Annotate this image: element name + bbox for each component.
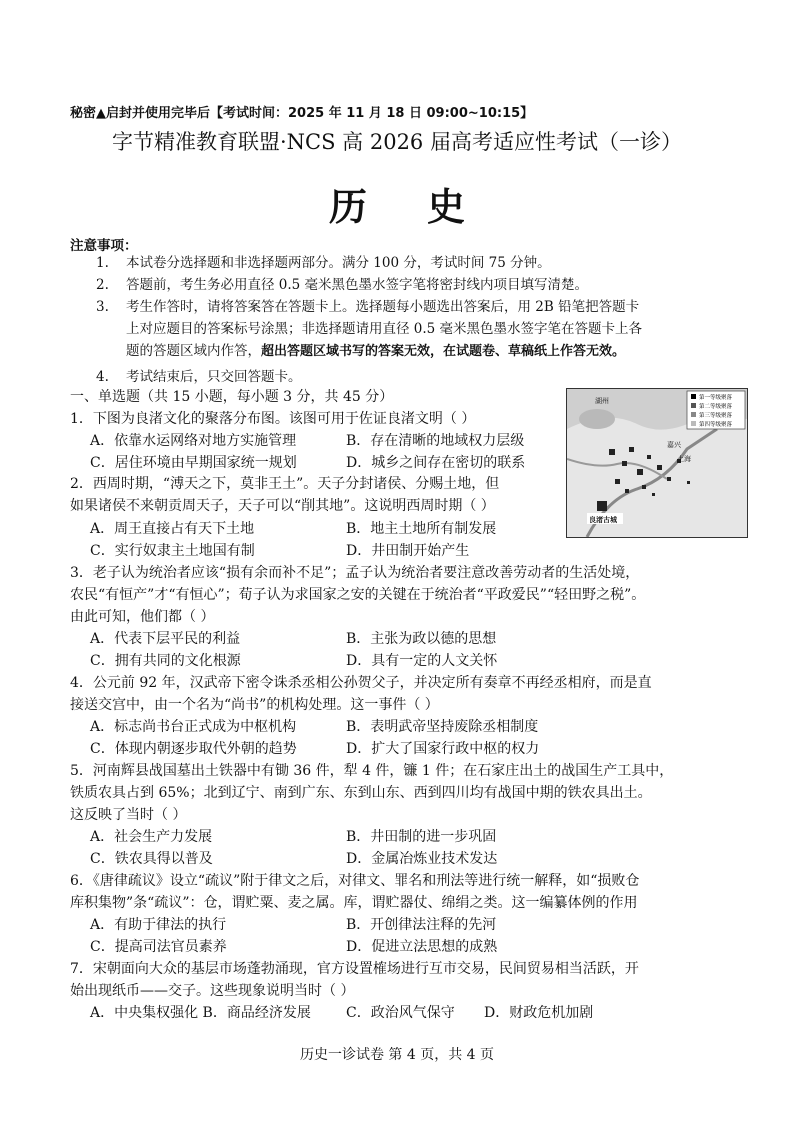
question-4-stem-1: 4．公元前 92 年，汉武帝下密令诛杀丞相公孙贺父子，并决定所有奏章不再经丞相府，而是直 <box>70 675 652 691</box>
notice-warning: 超出答题区域书写的答案无效，在试题卷、草稿纸上作答无效。 <box>261 344 626 359</box>
question-6-stem-1: 6．《唐律疏议》设立“疏议”附于律文之后，对律文、罪名和刑法等进行统一解释，如“损败仓 <box>70 873 640 889</box>
question-2-stem-1: 2．西周时期，“溥天之下，莫非王土”。天子分封诸侯、分赐土地，但 <box>70 476 500 492</box>
question-4-stem-2: 接送交宫中，由一个名为“尚书”的机构处理。这一事件（ ） <box>70 697 439 713</box>
q3-option-b[interactable]: B．主张为政以德的思想 <box>346 631 497 647</box>
question-3-stem-1: 3．老子认为统治者应该“损有余而补不足”；孟子认为统治者要注意改善劳动者的生活处境， <box>70 565 640 581</box>
section-title: 一、单选题（共 15 小题，每小题 3 分，共 45 分） <box>70 389 394 405</box>
question-1-stem: 1．下图为良渚文化的聚落分布图。该图可用于佐证良渚文明（ ） <box>70 411 476 427</box>
q4-option-d[interactable]: D．扩大了国家行政中枢的权力 <box>346 741 540 757</box>
legend-3: 第三等级聚落 <box>699 413 733 419</box>
place-shanghai: 上海 <box>677 455 691 463</box>
q4-option-c[interactable]: C．体现内朝逐步取代外朝的趋势 <box>90 741 297 757</box>
legend-1: 第一等级聚落 <box>699 395 733 401</box>
q2-option-a[interactable]: A．周王直接占有天下土地 <box>90 521 255 537</box>
question-3-stem-3: 由此可知，他们都（ ） <box>70 609 215 625</box>
question-5-stem-2: 铁质农具占到 65%；北到辽宁、南到广东、东到山东、西到四川均有战国中期的铁农具出土。 <box>70 785 652 801</box>
legend-4: 第四等级聚落 <box>699 422 733 428</box>
q1-option-d[interactable]: D．城乡之间存在密切的联系 <box>346 455 526 471</box>
q1-option-a[interactable]: A．依靠水运网络对地方实施管理 <box>90 433 297 449</box>
q2-option-d[interactable]: D．井田制开始产生 <box>346 543 470 559</box>
q1-option-c[interactable]: C．居住环境由早期国家统一规划 <box>90 455 297 471</box>
place-huzhou: 湖州 <box>595 397 609 405</box>
q6-option-b[interactable]: B．开创律法注释的先河 <box>346 917 497 933</box>
q3-option-c[interactable]: C．拥有共同的文化根源 <box>90 653 241 669</box>
q6-option-c[interactable]: C．提高司法官员素养 <box>90 939 227 955</box>
question-2-stem-2: 如果诸侯不来朝贡周天子，天子可以“削其地”。这说明西周时期（ ） <box>70 498 495 514</box>
legend-2: 第二等级聚落 <box>699 404 733 410</box>
question-7-stem-1: 7．宋朝面向大众的基层市场蓬勃涌现，官方设置榷场进行互市交易，民间贸易相当活跃，开 <box>70 961 639 977</box>
q5-option-d[interactable]: D．金属冶炼业技术发达 <box>346 851 498 867</box>
q4-option-b[interactable]: B．表明武帝坚持废除丞相制度 <box>346 719 539 735</box>
q3-option-d[interactable]: D．具有一定的人文关怀 <box>346 653 498 669</box>
q7-option-ab[interactable]: A．中央集权强化 B．商品经济发展 <box>90 1005 311 1021</box>
q7-option-c[interactable]: C．政治风气保守 <box>346 1005 455 1021</box>
question-6-stem-2: 库积集物”条“疏议”：仓，谓贮粟、麦之属。库，谓贮器仗、绵绢之类。这一编纂体例的作用 <box>70 895 638 911</box>
question-5-stem-3: 这反映了当时（ ） <box>70 807 187 823</box>
q2-option-c[interactable]: C．实行奴隶主土地国有制 <box>90 543 255 559</box>
question-7-stem-2: 始出现纸币——交子。这些现象说明当时（ ） <box>70 983 355 999</box>
place-jiaxing: 嘉兴 <box>667 441 681 449</box>
q4-option-a[interactable]: A．标志尚书台正式成为中枢机构 <box>90 719 297 735</box>
notice-title: 注意事项： <box>70 238 138 254</box>
question-5-stem-1: 5．河南辉县战国墓出土铁器中有锄 36 件，犁 4 件，镰 1 件；在石家庄出土的战国生产工具中， <box>70 763 674 779</box>
q3-option-a[interactable]: A．代表下层平民的利益 <box>90 631 241 647</box>
q1-option-b[interactable]: B．存在清晰的地域权力层级 <box>346 433 525 449</box>
exam-title: 字节精准教育联盟·NCS 高 2026 届高考适应性考试（一诊） <box>112 130 682 154</box>
confidential-header: 秘密▲启封并使用完毕后【考试时间：2025 年 11 月 18 日 09:00~10:15】 <box>70 106 534 121</box>
q5-option-a[interactable]: A．社会生产力发展 <box>90 829 213 845</box>
place-liangzhu: 良渚古城 <box>589 516 617 524</box>
q7-option-d[interactable]: D．财政危机加剧 <box>484 1005 594 1021</box>
question-3-stem-2: 农民“有恒产”才“有恒心”；荀子认为求国家之安的关键在于统治者“平政爱民”“轻田野之税”。 <box>70 587 646 603</box>
q5-option-b[interactable]: B．井田制的进一步巩固 <box>346 829 497 845</box>
page-footer: 历史一诊试卷 第 4 页，共 4 页 <box>299 1047 495 1063</box>
map-graphic <box>567 389 747 537</box>
subject-title: 历史 <box>328 185 525 229</box>
q2-option-b[interactable]: B．地主土地所有制发展 <box>346 521 497 537</box>
q6-option-a[interactable]: A．有助于律法的执行 <box>90 917 227 933</box>
q6-option-d[interactable]: D．促进立法思想的成熟 <box>346 939 498 955</box>
q5-option-c[interactable]: C．铁农具得以普及 <box>90 851 213 867</box>
liangzhu-settlement-map <box>566 388 748 538</box>
